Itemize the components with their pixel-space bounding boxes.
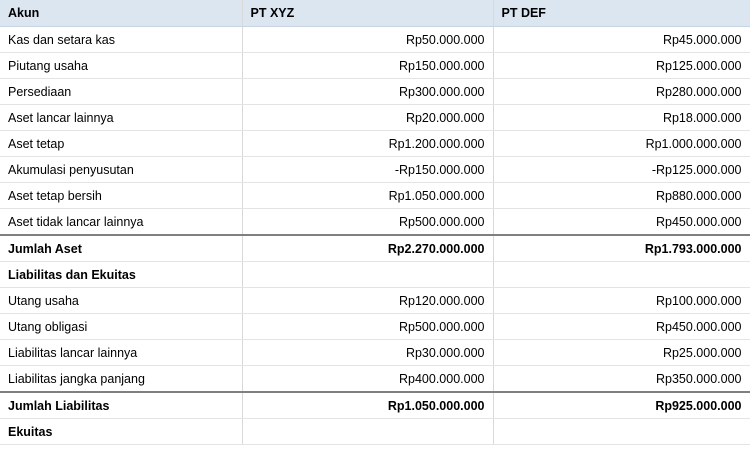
cell-value-pt-xyz[interactable]: Rp2.270.000.000 bbox=[242, 235, 493, 262]
table-row bbox=[0, 209, 750, 236]
table-header-row bbox=[0, 0, 750, 27]
cell-value-pt-def[interactable]: Rp350.000.000 bbox=[493, 366, 750, 393]
cell-value-pt-xyz[interactable]: Rp400.000.000 bbox=[242, 366, 493, 393]
cell-value-pt-def[interactable]: Rp100.000.000 bbox=[493, 288, 750, 314]
cell-value-pt-xyz[interactable] bbox=[242, 262, 493, 288]
cell-account-label[interactable]: Jumlah Liabilitas bbox=[0, 392, 242, 419]
cell-value-pt-xyz[interactable]: -Rp150.000.000 bbox=[242, 157, 493, 183]
cell-account-label[interactable]: Jumlah Aset bbox=[0, 235, 242, 262]
table-row bbox=[0, 131, 750, 157]
column-header-pt-xyz[interactable]: PT XYZ bbox=[242, 0, 493, 27]
cell-value-pt-xyz[interactable]: Rp20.000.000 bbox=[242, 105, 493, 131]
table-row bbox=[0, 53, 750, 79]
table-row bbox=[0, 105, 750, 131]
cell-value-pt-def[interactable]: Rp45.000.000 bbox=[493, 27, 750, 53]
cell-account-label[interactable]: Aset lancar lainnya bbox=[0, 105, 242, 131]
table-row bbox=[0, 79, 750, 105]
cell-value-pt-xyz[interactable]: Rp500.000.000 bbox=[242, 314, 493, 340]
cell-account-label[interactable]: Kas dan setara kas bbox=[0, 27, 242, 53]
table-row bbox=[0, 419, 750, 445]
cell-value-pt-xyz[interactable]: Rp300.000.000 bbox=[242, 79, 493, 105]
column-header-akun[interactable]: Akun bbox=[0, 0, 242, 27]
cell-value-pt-xyz[interactable]: Rp120.000.000 bbox=[242, 288, 493, 314]
table-row bbox=[0, 27, 750, 53]
cell-value-pt-def[interactable]: Rp1.000.000.000 bbox=[493, 131, 750, 157]
table-row bbox=[0, 262, 750, 288]
table-row bbox=[0, 340, 750, 366]
cell-value-pt-xyz[interactable]: Rp1.050.000.000 bbox=[242, 183, 493, 209]
cell-value-pt-xyz[interactable]: Rp150.000.000 bbox=[242, 53, 493, 79]
cell-account-label[interactable]: Aset tidak lancar lainnya bbox=[0, 209, 242, 236]
cell-value-pt-def[interactable]: Rp450.000.000 bbox=[493, 209, 750, 236]
cell-value-pt-def[interactable]: -Rp125.000.000 bbox=[493, 157, 750, 183]
cell-value-pt-def[interactable]: Rp450.000.000 bbox=[493, 314, 750, 340]
cell-value-pt-xyz[interactable]: Rp30.000.000 bbox=[242, 340, 493, 366]
cell-account-label[interactable]: Piutang usaha bbox=[0, 53, 242, 79]
cell-value-pt-xyz[interactable] bbox=[242, 419, 493, 445]
cell-account-label[interactable]: Persediaan bbox=[0, 79, 242, 105]
cell-value-pt-xyz[interactable]: Rp1.050.000.000 bbox=[242, 392, 493, 419]
column-header-pt-def[interactable]: PT DEF bbox=[493, 0, 750, 27]
cell-account-label[interactable]: Liabilitas lancar lainnya bbox=[0, 340, 242, 366]
cell-value-pt-xyz[interactable]: Rp1.200.000.000 bbox=[242, 131, 493, 157]
table-body bbox=[0, 27, 750, 445]
table-row bbox=[0, 288, 750, 314]
cell-value-pt-def[interactable] bbox=[493, 419, 750, 445]
table-row bbox=[0, 314, 750, 340]
cell-account-label[interactable]: Akumulasi penyusutan bbox=[0, 157, 242, 183]
table-row bbox=[0, 157, 750, 183]
cell-value-pt-def[interactable]: Rp880.000.000 bbox=[493, 183, 750, 209]
cell-value-pt-xyz[interactable]: Rp500.000.000 bbox=[242, 209, 493, 236]
cell-account-label[interactable]: Utang usaha bbox=[0, 288, 242, 314]
table-row bbox=[0, 183, 750, 209]
cell-value-pt-def[interactable]: Rp280.000.000 bbox=[493, 79, 750, 105]
cell-account-label[interactable]: Liabilitas jangka panjang bbox=[0, 366, 242, 393]
cell-value-pt-xyz[interactable]: Rp50.000.000 bbox=[242, 27, 493, 53]
table-row bbox=[0, 366, 750, 393]
cell-account-label[interactable]: Aset tetap bbox=[0, 131, 242, 157]
table-row bbox=[0, 235, 750, 262]
cell-value-pt-def[interactable]: Rp1.793.000.000 bbox=[493, 235, 750, 262]
cell-account-label[interactable]: Liabilitas dan Ekuitas bbox=[0, 262, 242, 288]
cell-account-label[interactable]: Utang obligasi bbox=[0, 314, 242, 340]
cell-account-label[interactable]: Ekuitas bbox=[0, 419, 242, 445]
cell-account-label[interactable]: Aset tetap bersih bbox=[0, 183, 242, 209]
cell-value-pt-def[interactable]: Rp18.000.000 bbox=[493, 105, 750, 131]
table-row bbox=[0, 392, 750, 419]
cell-value-pt-def[interactable]: Rp25.000.000 bbox=[493, 340, 750, 366]
cell-value-pt-def[interactable]: Rp925.000.000 bbox=[493, 392, 750, 419]
cell-value-pt-def[interactable]: Rp125.000.000 bbox=[493, 53, 750, 79]
cell-value-pt-def[interactable] bbox=[493, 262, 750, 288]
